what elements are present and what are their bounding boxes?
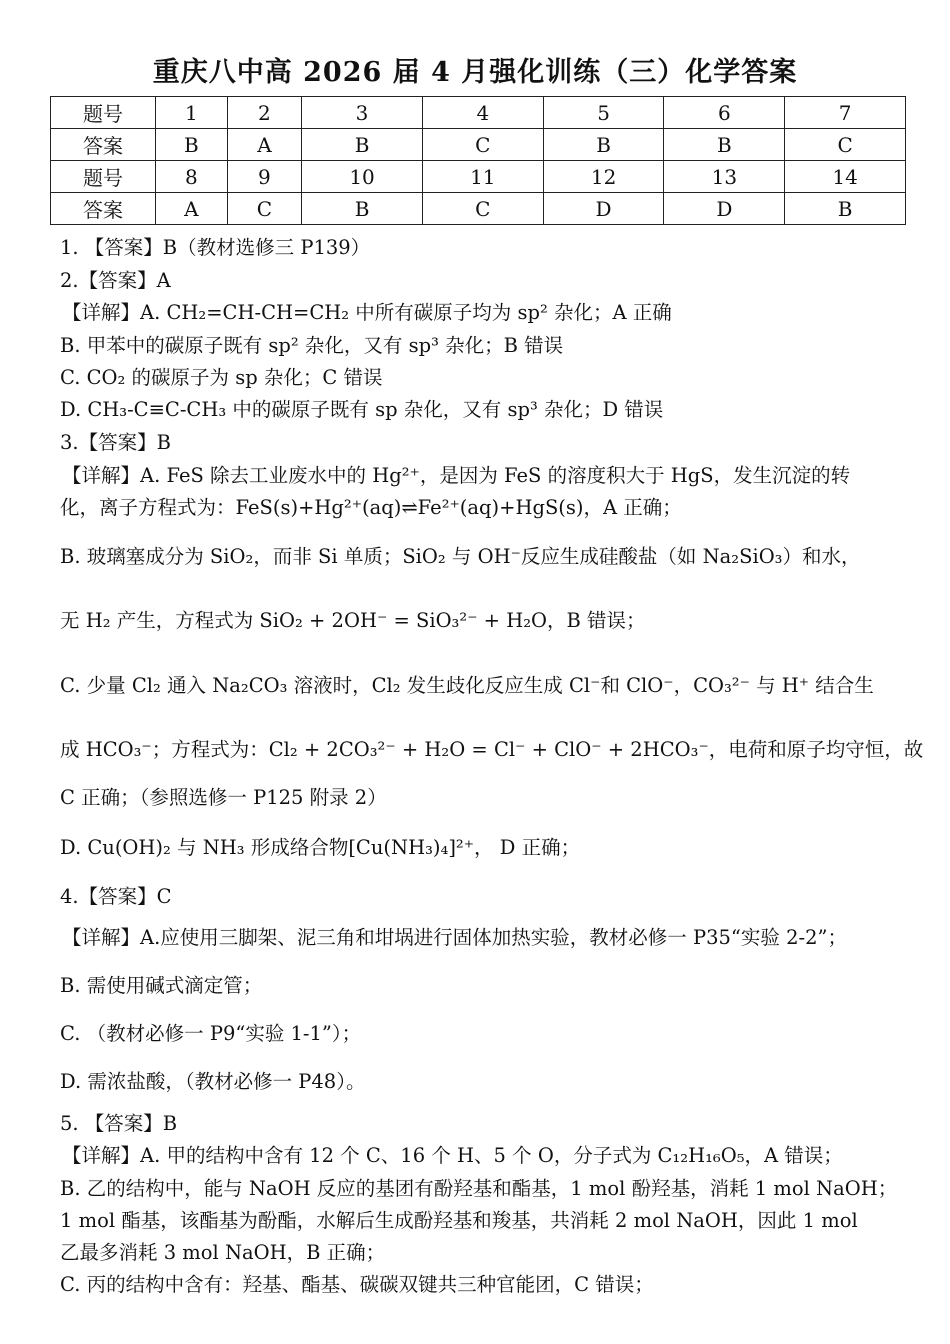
detail-line: 【详解】A. FeS 除去工业废水中的 Hg²⁺，是因为 FeS 的溶度积大于 HgS，发生沉淀的转 xyxy=(62,464,851,487)
answer-table xyxy=(50,96,906,225)
answer-2-heading: 2.【答案】A xyxy=(60,269,171,292)
table-row xyxy=(51,97,906,129)
detail-line: C. 少量 Cl₂ 通入 Na₂CO₃ 溶液时，Cl₂ 发生歧化反应生成 Cl⁻和 ClO⁻，CO₃²⁻ 与 H⁺ 结合生 xyxy=(60,674,874,697)
detail-line: 【详解】A.应使用三脚架、泥三角和坩埚进行固体加热实验，教材必修一 P35“实验 2-2”； xyxy=(62,926,847,949)
table-cell: B xyxy=(664,129,785,161)
row-label: 答案 xyxy=(51,193,156,225)
table-cell: C xyxy=(422,129,543,161)
table-cell: 10 xyxy=(302,161,423,193)
table-cell: 6 xyxy=(664,97,785,129)
table-cell: 8 xyxy=(156,161,228,193)
table-cell: 12 xyxy=(543,161,664,193)
table-cell: 9 xyxy=(227,161,301,193)
detail-line: D. Cu(OH)₂ 与 NH₃ 形成络合物[Cu(NH₃)₄]²⁺， D 正确； xyxy=(60,836,581,859)
table-cell: C xyxy=(227,193,301,225)
detail-line: C. 丙的结构中含有：羟基、酯基、碳碳双键共三种官能团，C 错误； xyxy=(60,1273,654,1296)
table-cell: A xyxy=(227,129,301,161)
table-row xyxy=(51,193,906,225)
page-title: 重庆八中高 2026 届 4 月强化训练（三）化学答案 xyxy=(152,57,798,88)
detail-line: D. CH₃-C≡C-CH₃ 中的碳原子既有 sp 杂化，又有 sp³ 杂化；D 错误 xyxy=(60,398,664,421)
answer-3-heading: 3.【答案】B xyxy=(60,431,171,454)
table-row xyxy=(51,161,906,193)
row-label: 答案 xyxy=(51,129,156,161)
table-cell: D xyxy=(543,193,664,225)
row-label: 题号 xyxy=(51,97,156,129)
table-cell: B xyxy=(543,129,664,161)
table-cell: C xyxy=(422,193,543,225)
table-cell: 2 xyxy=(227,97,301,129)
table-cell: B xyxy=(302,129,423,161)
table-cell: C xyxy=(785,129,906,161)
table-cell: 1 xyxy=(156,97,228,129)
table-cell: 11 xyxy=(422,161,543,193)
table-cell: D xyxy=(664,193,785,225)
table-cell: B xyxy=(302,193,423,225)
detail-line: B. 玻璃塞成分为 SiO₂，而非 Si 单质；SiO₂ 与 OH⁻反应生成硅酸盐（如 Na₂SiO₃）和水， xyxy=(60,545,861,568)
table-cell: A xyxy=(156,193,228,225)
table-row xyxy=(51,129,906,161)
detail-line: 乙最多消耗 3 mol NaOH，B 正确； xyxy=(60,1241,386,1264)
table-cell: B xyxy=(785,193,906,225)
detail-line: 【详解】A. 甲的结构中含有 12 个 C、16 个 H、5 个 O，分子式为 C₁₂H₁₆O₅，A 错误； xyxy=(62,1144,843,1167)
detail-line: B. 需使用碱式滴定管； xyxy=(60,974,263,997)
detail-line: B. 甲苯中的碳原子既有 sp² 杂化，又有 sp³ 杂化；B 错误 xyxy=(60,334,564,357)
detail-line: C 正确；（参照选修一 P125 附录 2） xyxy=(60,786,387,809)
table-cell: 4 xyxy=(422,97,543,129)
answer-4-heading: 4.【答案】C xyxy=(60,885,172,908)
detail-line: 成 HCO₃⁻；方程式为：Cl₂ + 2CO₃²⁻ + H₂O = Cl⁻ + ClO⁻ + 2HCO₃⁻，电荷和原子均守恒，故 xyxy=(60,738,924,761)
table-cell: 3 xyxy=(302,97,423,129)
detail-line: 【详解】A. CH₂=CH-CH=CH₂ 中所有碳原子均为 sp² 杂化；A 正确 xyxy=(62,301,672,324)
table-cell: 7 xyxy=(785,97,906,129)
detail-line: 化，离子方程式为：FeS(s)+Hg²⁺(aq)⇌Fe²⁺(aq)+HgS(s)，A 正确； xyxy=(60,496,682,519)
table-cell: B xyxy=(156,129,228,161)
detail-line: 1 mol 酯基，该酯基为酚酯，水解后生成酚羟基和羧基，共消耗 2 mol NaOH，因此 1 mol xyxy=(60,1209,858,1232)
answer-5-heading: 5. 【答案】B xyxy=(60,1112,178,1135)
detail-line: C. （教材必修一 P9“实验 1-1”）； xyxy=(60,1022,362,1045)
detail-line: B. 乙的结构中，能与 NaOH 反应的基团有酚羟基和酯基，1 mol 酚羟基，消耗 1 mol NaOH； xyxy=(60,1177,898,1200)
table-cell: 13 xyxy=(664,161,785,193)
table-cell: 5 xyxy=(543,97,664,129)
row-label: 题号 xyxy=(51,161,156,193)
detail-line: D. 需浓盐酸，（教材必修一 P48）。 xyxy=(60,1070,366,1093)
detail-line: 无 H₂ 产生，方程式为 SiO₂ + 2OH⁻ = SiO₃²⁻ + H₂O，B 错误； xyxy=(60,609,646,632)
table-cell: 14 xyxy=(785,161,906,193)
detail-line: C. CO₂ 的碳原子为 sp 杂化；C 错误 xyxy=(60,366,383,389)
answer-1-line: 1. 【答案】B（教材选修三 P139） xyxy=(60,236,371,259)
